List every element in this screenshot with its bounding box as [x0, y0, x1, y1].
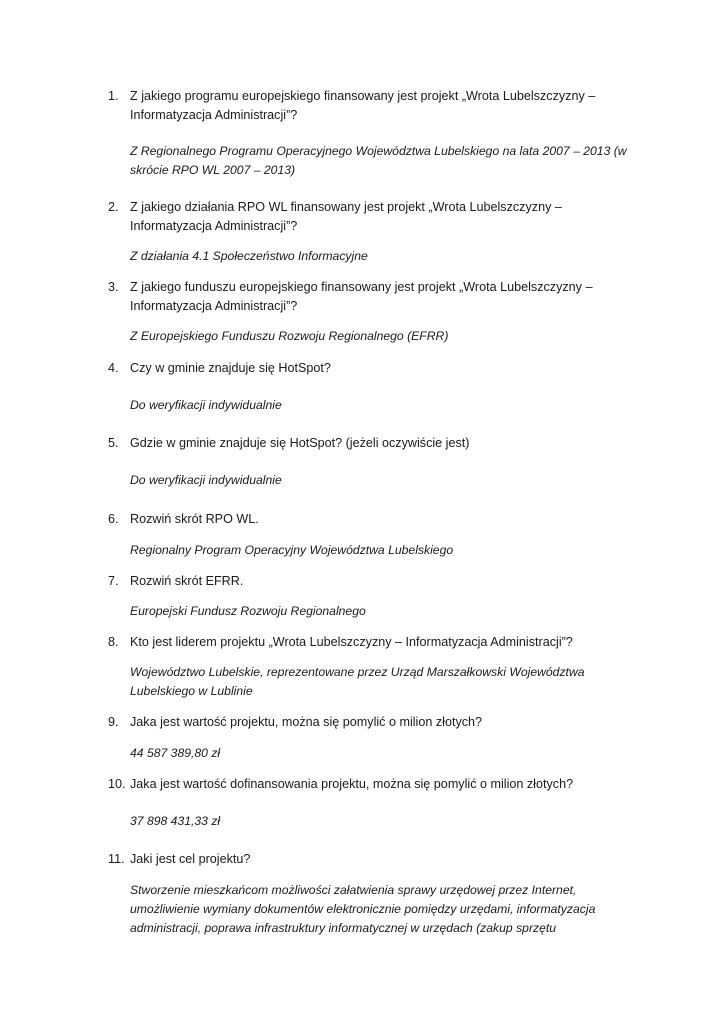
question-number: 5.	[108, 436, 119, 450]
question	[108, 850, 628, 869]
answer-text: Województwo Lubelskie, reprezentowane przez Urząd Marszałkowski Województwa Lubelskiego w Lublinie	[130, 665, 585, 698]
answer-text: 37 898 431,33 zł	[130, 814, 221, 828]
question-text: Gdzie w gminie znajduje się HotSpot? (jeżeli oczywiście jest)	[130, 436, 470, 450]
question-text: Z jakiego działania RPO WL finansowany jest projekt „Wrota Lubelszczyzny – Informatyzacja Administracji”?	[130, 200, 562, 233]
question	[108, 510, 628, 529]
question	[108, 359, 628, 378]
qa-item-10	[108, 775, 628, 831]
question-number: 8.	[108, 635, 119, 649]
question-text: Rozwiń skrót EFRR.	[130, 574, 244, 588]
question-text: Z jakiego programu europejskiego finansowany jest projekt „Wrota Lubelszczyzny – Informatyzacja Administracji”?	[130, 89, 596, 122]
answer-text: 44 587 389,80 zł	[130, 746, 221, 760]
qa-item-7	[108, 572, 628, 621]
question-number: 10.	[108, 777, 126, 791]
qa-item-6	[108, 510, 628, 560]
question-text: Jaka jest wartość dofinansowania projektu, można się pomylić o milion złotych?	[130, 777, 574, 791]
question	[108, 633, 628, 652]
question	[108, 434, 628, 453]
question	[108, 278, 628, 316]
qa-item-5	[108, 434, 628, 490]
qa-item-11	[108, 850, 628, 938]
question-text: Jaka jest wartość projektu, można się pomylić o milion złotych?	[130, 715, 483, 729]
answer-text: Do weryfikacji indywidualnie	[130, 473, 282, 487]
qa-item-8	[108, 633, 628, 701]
question-number: 11.	[108, 852, 125, 866]
question-text: Kto jest liderem projektu „Wrota Lubelszczyzny – Informatyzacja Administracji”?	[130, 635, 573, 649]
question-number: 1.	[108, 89, 119, 103]
answer-text: Z Regionalnego Programu Operacyjnego Województwa Lubelskiego na lata 2007 – 2013 (w skrócie RPO WL 2007 – 2013)	[130, 144, 627, 177]
question-number: 2.	[108, 200, 119, 214]
question	[108, 775, 628, 794]
question-number: 9.	[108, 715, 119, 729]
qa-item-2	[108, 198, 628, 266]
qa-item-9	[108, 713, 628, 763]
question-text: Czy w gminie znajduje się HotSpot?	[130, 361, 331, 375]
answer-text: Stworzenie mieszkańcom możliwości załatwienia sprawy urzędowej przez Internet, umożliwienie wymiany dokumentów elektronicznie pomiędzy urzędami, informatyzacja administracji, poprawa infrastruktury informatycznej w urzędach (zakup sprzętu	[130, 883, 596, 935]
qa-item-1	[108, 87, 628, 180]
question	[108, 198, 628, 236]
question-number: 7.	[108, 574, 119, 588]
question-number: 3.	[108, 280, 119, 294]
answer-text: Europejski Fundusz Rozwoju Regionalnego	[130, 604, 366, 618]
answer-text: Regionalny Program Operacyjny Województwa Lubelskiego	[130, 543, 454, 557]
answer-text: Do weryfikacji indywidualnie	[130, 398, 282, 412]
question-text: Rozwiń skrót RPO WL.	[130, 512, 259, 526]
question-text: Jaki jest cel projektu?	[130, 852, 251, 866]
question-text: Z jakiego funduszu europejskiego finansowany jest projekt „Wrota Lubelszczyzny – Informatyzacja Administracji”?	[130, 280, 593, 313]
question	[108, 713, 628, 732]
qa-item-4	[108, 359, 628, 415]
question-number: 6.	[108, 512, 119, 526]
question-number: 4.	[108, 361, 119, 375]
question	[108, 572, 628, 591]
answer-text: Z działania 4.1 Społeczeństwo Informacyjne	[130, 249, 368, 263]
answer-text: Z Europejskiego Funduszu Rozwoju Regionalnego (EFRR)	[130, 329, 449, 343]
qa-item-3	[108, 278, 628, 346]
question	[108, 87, 628, 125]
